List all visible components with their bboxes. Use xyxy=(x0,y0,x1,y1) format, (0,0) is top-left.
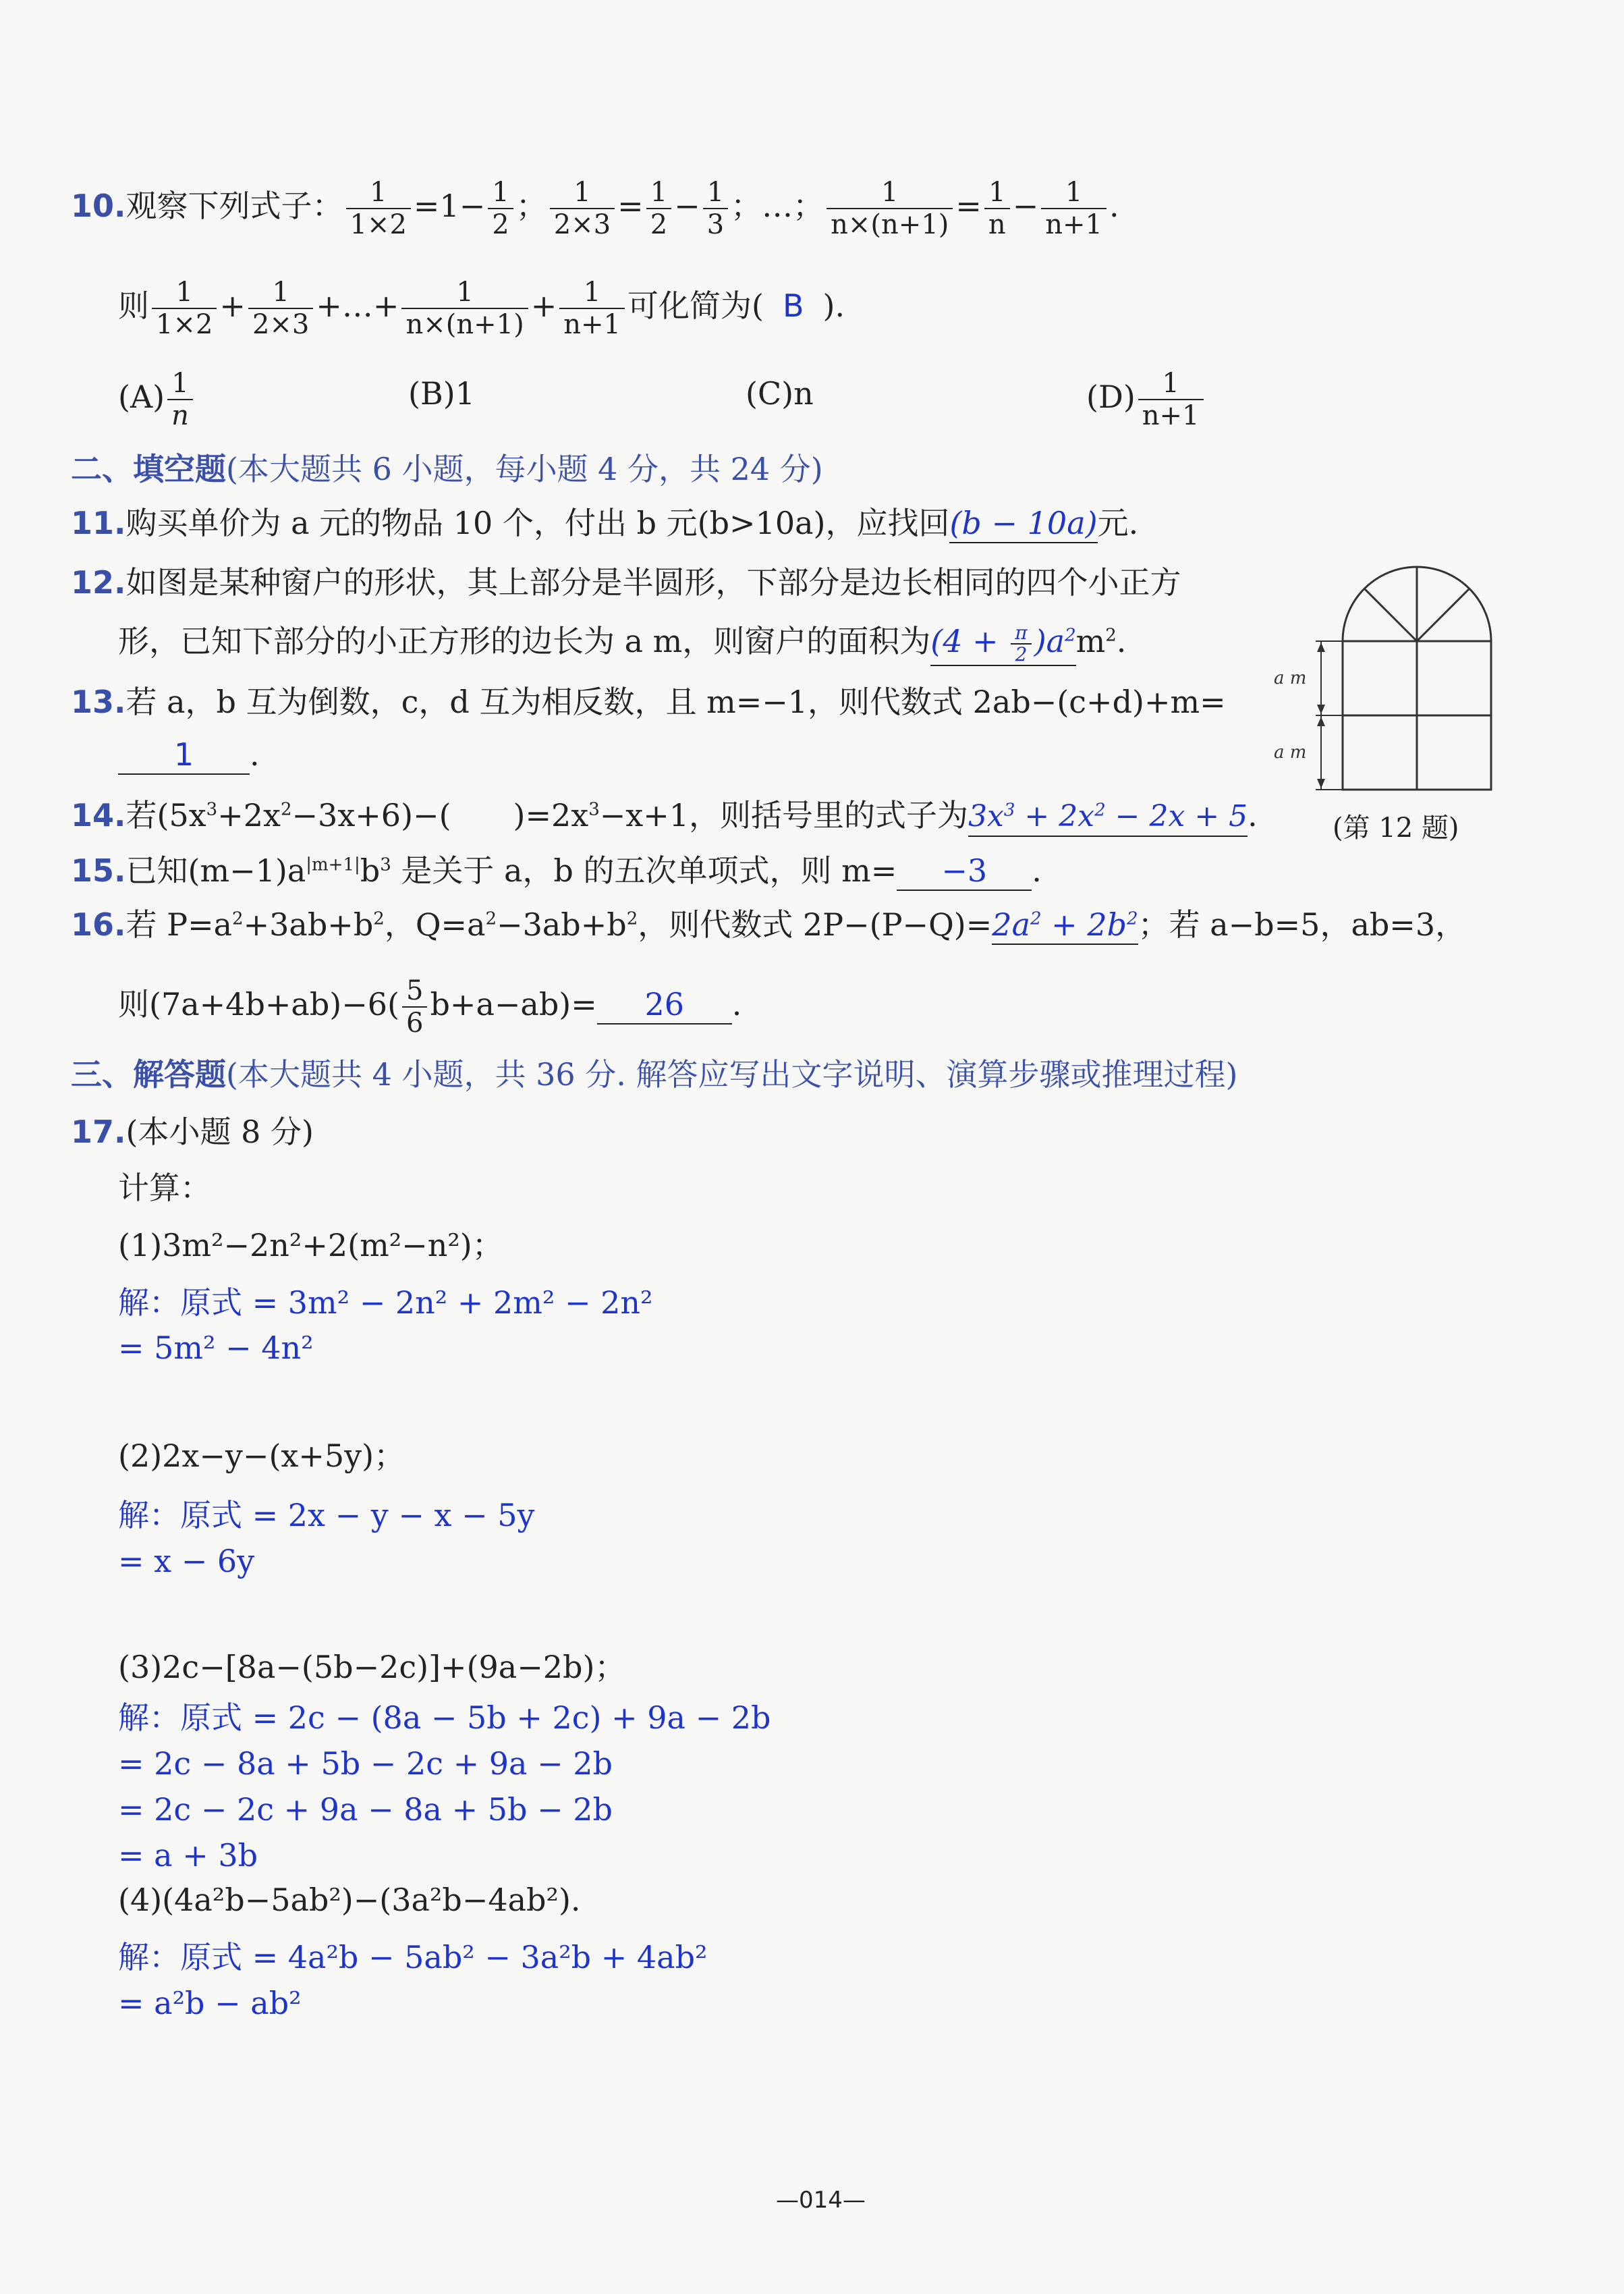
ans-part: 2a xyxy=(992,906,1030,943)
page-number: —014— xyxy=(776,2187,866,2214)
q10-sum-frac4 xyxy=(559,277,625,340)
q15-number: 15. xyxy=(71,852,126,889)
den: 2 xyxy=(492,209,509,240)
label-top: a m xyxy=(1274,668,1307,688)
q14 xyxy=(71,795,1258,837)
den: n×(n+1) xyxy=(831,209,949,240)
q11-number: 11. xyxy=(71,505,126,541)
q13-end: . xyxy=(250,736,260,773)
q12-answer xyxy=(930,622,1075,666)
q16-line1 xyxy=(71,904,1466,945)
exp: 3 xyxy=(1003,800,1015,821)
exp: 2 xyxy=(1030,908,1042,929)
den: 6 xyxy=(406,1008,424,1039)
q10-frac1 xyxy=(346,177,411,240)
num: 1 xyxy=(346,177,411,209)
unit: m xyxy=(1075,623,1106,659)
ans-part: − 2x + 5 xyxy=(1105,799,1248,834)
q17-number: 17. xyxy=(71,1114,126,1150)
text: 可化简为( xyxy=(627,288,764,324)
exp: 3 xyxy=(380,854,391,875)
num: 1 xyxy=(1138,368,1204,400)
q10-sum-frac1 xyxy=(152,277,217,340)
op: +…+ xyxy=(316,288,399,324)
ans-part: + 2x xyxy=(1015,799,1095,834)
t: +3ab+b xyxy=(243,906,374,943)
num: 1 xyxy=(550,177,615,209)
num: 1 xyxy=(703,177,728,209)
num: 1 xyxy=(827,177,953,209)
option-label: (D) xyxy=(1086,379,1136,415)
text: 则 xyxy=(118,288,149,324)
q10-frac5 xyxy=(703,177,728,240)
t: ，则代数式 2P−(P−Q)= xyxy=(638,906,992,943)
q17-part1-step1: 解：原式 = 3m² − 2n² + 2m² − 2n² xyxy=(118,1284,653,1321)
option-label: (A) xyxy=(118,379,165,415)
op: ； xyxy=(515,188,547,224)
arc-spoke xyxy=(1417,589,1469,641)
q13-number: 13. xyxy=(71,684,126,720)
num: 1 xyxy=(488,177,513,209)
q17-part3-step2: = 2c − 8a + 5b − 2c + 9a − 2b xyxy=(118,1745,613,1782)
q17-part1-question: (1)3m²−2n²+2(m²−n²)； xyxy=(118,1227,503,1263)
t: 是关于 a，b 的五次单项式，则 m= xyxy=(391,852,897,889)
num: 1 xyxy=(646,177,671,209)
q17-note: (本小题 8 分) xyxy=(125,1114,314,1150)
op: = xyxy=(617,188,644,224)
exp: |m+1| xyxy=(306,854,360,875)
q10-intro: 观察下列式子： xyxy=(125,188,343,224)
q15-answer: −3 xyxy=(897,852,1032,891)
pi-over-2 xyxy=(1011,623,1031,665)
q17-part3-step4: = a + 3b xyxy=(118,1837,258,1874)
q15 xyxy=(71,850,1042,891)
q12-line2 xyxy=(118,621,1126,666)
num: 1 xyxy=(559,277,625,309)
q17-part3-step1: 解：原式 = 2c − (8a − 5b + 2c) + 9a − 2b xyxy=(118,1699,771,1736)
op: − xyxy=(1012,188,1039,224)
q10-option-c: (C)n xyxy=(746,375,814,412)
text: ). xyxy=(822,288,845,324)
den: n xyxy=(988,209,1006,240)
num: 5 xyxy=(402,975,427,1008)
q10-frac4 xyxy=(646,177,671,240)
ans-part: )a xyxy=(1034,623,1065,659)
q14-end: . xyxy=(1248,797,1258,834)
end: . xyxy=(1116,623,1127,659)
den: n xyxy=(171,400,189,431)
section-2-header xyxy=(71,449,823,489)
exp: 2 xyxy=(626,908,638,929)
q12-number: 12. xyxy=(71,564,126,601)
den: 1×2 xyxy=(349,209,407,240)
q10-frac7 xyxy=(984,177,1010,240)
den: 2×3 xyxy=(252,309,310,340)
q17-part4-step1: 解：原式 = 4a²b − 5ab² − 3a²b + 4ab² xyxy=(118,1939,708,1975)
option-a-frac xyxy=(167,368,193,431)
num: 1 xyxy=(1041,177,1107,209)
arrow-icon xyxy=(1317,717,1325,726)
exp: 2 xyxy=(1105,625,1117,646)
q17-part2-question: (2)2x−y−(x+5y)； xyxy=(118,1438,405,1474)
section-3-note: (本大题共 4 小题，共 36 分. 解答应写出文字说明、演算步骤或推理过程) xyxy=(226,1056,1238,1093)
op: = xyxy=(955,188,982,224)
q10-sum-frac2 xyxy=(248,277,313,340)
exp: 2 xyxy=(280,799,292,820)
q14-answer xyxy=(968,798,1248,837)
arrow-icon xyxy=(1317,705,1325,714)
den: n+1 xyxy=(1142,400,1200,431)
t: −x+1，则括号里的式子为 xyxy=(599,797,969,834)
q10-sum-frac3 xyxy=(401,277,528,340)
exp: 2 xyxy=(1065,625,1076,646)
q17-part4-question: (4)(4a²b−5ab²)−(3a²b−4ab²). xyxy=(118,1882,581,1918)
exp: 2 xyxy=(1094,800,1106,821)
q16-answer-1 xyxy=(992,906,1138,945)
t: 已知(m−1)a xyxy=(125,852,306,889)
den: n+1 xyxy=(563,309,621,340)
den: n×(n+1) xyxy=(405,309,524,340)
exp: 2 xyxy=(232,908,244,929)
exp: 2 xyxy=(1127,908,1138,929)
q10-option-a xyxy=(118,368,196,431)
op: ；…； xyxy=(731,188,824,224)
figure-caption: (第 12 题) xyxy=(1333,813,1459,844)
op: . xyxy=(1109,188,1119,224)
den: 2 xyxy=(650,209,668,240)
op: − xyxy=(674,188,700,224)
q17-part3-step3: = 2c − 2c + 9a − 8a + 5b − 2b xyxy=(118,1791,613,1828)
den: 3 xyxy=(706,209,725,240)
section-2-title: 二、填空题 xyxy=(71,451,226,487)
t: ；若 a−b=5，ab=3， xyxy=(1138,906,1467,943)
q10-frac2 xyxy=(488,177,513,240)
t: b xyxy=(360,852,381,889)
num: 1 xyxy=(152,277,217,309)
t: 若 P=a xyxy=(125,906,233,943)
den: 2 xyxy=(1015,643,1028,665)
exp: 2 xyxy=(485,908,497,929)
den: 1×2 xyxy=(156,309,213,340)
q15-end: . xyxy=(1032,852,1042,889)
num: 1 xyxy=(248,277,313,309)
q13-line2 xyxy=(118,734,260,775)
op: =1− xyxy=(413,188,486,224)
q10-number: 10. xyxy=(71,188,126,224)
exp: 3 xyxy=(588,799,600,820)
t: 若(5x xyxy=(125,797,206,834)
ans-part: + 2b xyxy=(1041,906,1127,943)
t: −3x+6)−( )=2x xyxy=(291,797,589,834)
q10-line2 xyxy=(118,277,845,340)
q10-frac3 xyxy=(550,177,615,240)
q16-line2 xyxy=(118,975,741,1039)
arrow-icon xyxy=(1317,643,1325,652)
t: −3ab+b xyxy=(497,906,627,943)
q13-text: 若 a，b 互为倒数，c，d 互为相反数，且 m=−1，则代数式 2ab−(c+d)+m= xyxy=(125,684,1226,720)
section-2-note: (本大题共 6 小题，每小题 4 分，共 24 分) xyxy=(226,451,823,487)
op: + xyxy=(219,288,246,324)
q16-end: . xyxy=(731,986,742,1022)
num: 1 xyxy=(401,277,528,309)
q10-frac6 xyxy=(827,177,953,240)
q17-part1-step2: = 5m² − 4n² xyxy=(118,1330,314,1366)
ans-part: 3x xyxy=(968,799,1004,834)
q10-frac8 xyxy=(1041,177,1107,240)
q12-line1 xyxy=(71,562,1181,603)
num: 1 xyxy=(984,177,1010,209)
ans-part: (4 + xyxy=(930,623,1009,659)
q11-end: 元. xyxy=(1097,505,1139,541)
q13-answer: 1 xyxy=(118,736,250,775)
q12-text2: 形，已知下部分的小正方形的边长为 a m，则窗户的面积为 xyxy=(118,623,931,659)
q17-calc-label: 计算： xyxy=(118,1170,211,1206)
t: +2x xyxy=(217,797,281,834)
op: + xyxy=(530,288,557,324)
t: b+a−ab)= xyxy=(430,986,597,1022)
t: 则(7a+4b+ab)−6( xyxy=(118,986,400,1022)
q17-header xyxy=(71,1112,314,1152)
arrow-icon xyxy=(1317,779,1325,788)
den: n+1 xyxy=(1045,209,1102,240)
q17-part3-question: (3)2c−[8a−(5b−2c)]+(9a−2b)； xyxy=(118,1649,626,1685)
section-3-title: 三、解答题 xyxy=(71,1056,226,1093)
q17-part4-step2: = a²b − ab² xyxy=(118,1985,302,2021)
q16-number: 16. xyxy=(71,906,126,943)
q10-option-d xyxy=(1086,368,1206,431)
q11-text: 购买单价为 a 元的物品 10 个，付出 b 元(b>10a)，应找回 xyxy=(125,505,950,541)
q10-line1 xyxy=(71,177,1119,240)
q12-text1: 如图是某种窗户的形状，其上部分是半圆形，下部分是边长相同的四个小正方 xyxy=(125,564,1181,601)
q10-answer: B xyxy=(782,288,804,324)
q16-answer-2: 26 xyxy=(597,985,732,1025)
section-3-header xyxy=(71,1054,1237,1095)
option-d-frac xyxy=(1138,368,1204,431)
q14-number: 14. xyxy=(71,797,126,834)
exp: 3 xyxy=(206,799,218,820)
num: 1 xyxy=(167,368,193,400)
q11 xyxy=(71,503,1138,543)
q17-part2-step1: 解：原式 = 2x − y − x − 5y xyxy=(118,1497,535,1533)
arc-spoke xyxy=(1364,589,1417,641)
q13-line1 xyxy=(71,682,1226,722)
num: π xyxy=(1011,623,1031,645)
label-bottom: a m xyxy=(1274,742,1307,763)
exp: 2 xyxy=(373,908,385,929)
den: 2×3 xyxy=(553,209,611,240)
q17-part2-step2: = x − 6y xyxy=(118,1543,255,1579)
q10-option-b: (B)1 xyxy=(408,375,475,412)
five-sixths xyxy=(402,975,427,1039)
q11-answer: (b − 10a) xyxy=(949,504,1097,543)
t: ，Q=a xyxy=(384,906,486,943)
